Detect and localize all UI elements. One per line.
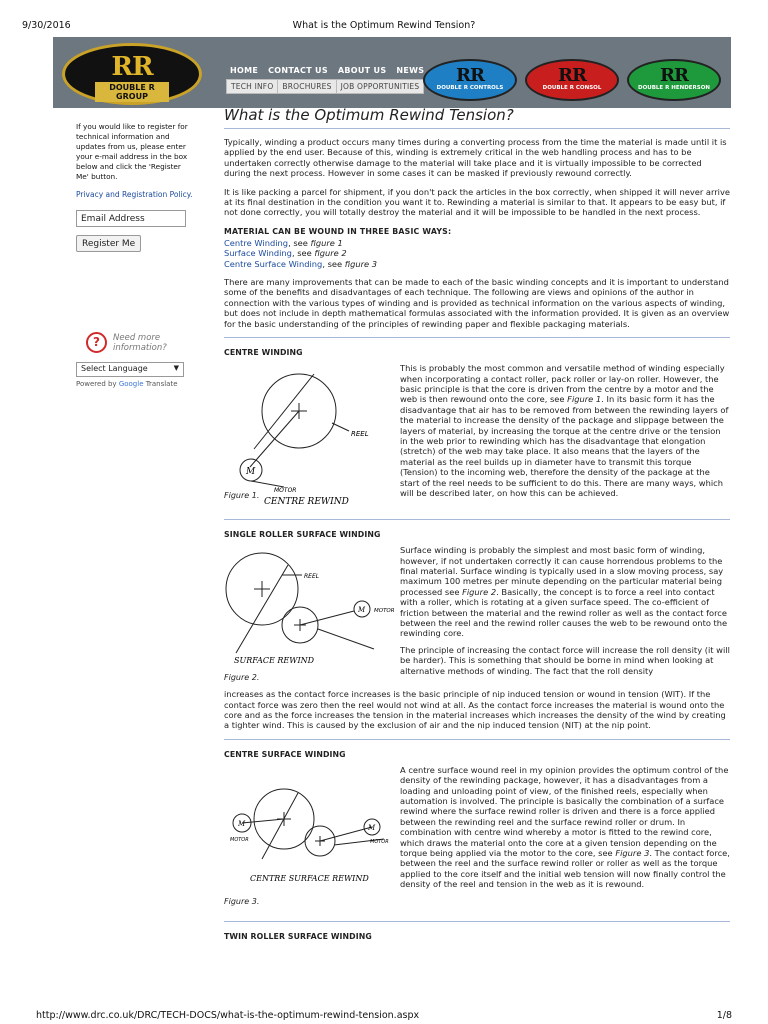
subnav-brochures[interactable]: BROCHURES	[278, 80, 336, 93]
text-span: . Basically, the concept is to force a reel into contact with a roller, which is rotating at a given surface speed. The co-efficient of friction between the material and the rewind roller as well as the contact force between the reel and the rewind roller causes the web to be rewound onto the rewinding core.	[400, 586, 728, 639]
figure-ref: figure 1	[310, 237, 343, 248]
list-item	[224, 238, 730, 248]
single-roller-text	[400, 545, 730, 676]
fig-2-motor: MOTOR	[374, 608, 395, 615]
brand-henderson-logo[interactable]	[627, 59, 721, 101]
nav-contact-us[interactable]: CONTACT US	[268, 66, 328, 75]
brand-consol-logo[interactable]	[525, 59, 619, 101]
powered-by-google	[76, 380, 178, 388]
subnav-job-opportunities[interactable]: JOB OPPORTUNITIES	[340, 82, 420, 91]
nav-news[interactable]: NEWS	[396, 66, 425, 75]
text-span: . The contact force, between the reel and the surface rewind roller or roller as well as the torque applied to the core itself and the initial web tension will now finally control the density of the reel and tension in the web as it is rewound.	[400, 847, 730, 890]
register-me-button[interactable]: Register Me	[76, 235, 141, 252]
fig-2-reel: REEL	[304, 573, 320, 581]
fig-3-m-left: M	[238, 819, 246, 828]
subnav-tech-info[interactable]: TECH INFO	[227, 80, 278, 93]
figure-ref: figure 2	[314, 248, 347, 259]
language-select-value: Select Language	[81, 364, 148, 373]
section-divider	[224, 921, 730, 922]
register-info-text: If you would like to register for technical information and updates from us, please enter your e-mail address in the box below and click the 'Register Me' button.	[76, 122, 188, 181]
figure-ref: Figure 1	[567, 394, 602, 405]
nav-home[interactable]: HOME	[230, 66, 259, 75]
question-icon: ?	[86, 332, 107, 353]
list-item	[224, 248, 730, 258]
text-span: . In its basic form it has the disadvantage that air has to be removed from between the rewinding layers of the material to increase the density of the package and slippage between the layers of material, by increasing the torque at the centre drive or the tension in the web prior to rewinding which has the disadvantage that elongation (stretch) of the web may take place. It also means that the layers of the material as the reel builds up in diameter have to transmit this torque (Tension) to the incoming web, therefore the density of the package at the start of the reel needs to be sufficient to do this. There are many ways, which will be described later, on how this can be achieved.	[400, 394, 729, 498]
fig-1-motor: MOTOR	[274, 487, 297, 495]
print-url: http://www.drc.co.uk/DRC/TECH-DOCS/what-is-the-optimum-rewind-tension.aspx	[36, 1010, 420, 1021]
section-divider	[224, 337, 730, 338]
centre-winding-section	[224, 363, 730, 511]
figure-1-diagram	[224, 363, 394, 511]
brand-mark: RR	[660, 65, 688, 86]
see-text: , see	[291, 248, 315, 259]
brand-controls-logo[interactable]	[423, 59, 517, 101]
centre-surface-winding-link[interactable]: Centre Surface Winding	[224, 258, 323, 269]
main-nav	[226, 66, 428, 78]
figure-2-diagram	[224, 545, 400, 687]
logo-text: DOUBLE R GROUP	[95, 82, 169, 102]
figure-ref: figure 3	[344, 258, 378, 269]
see-text: , see	[322, 258, 345, 269]
email-field[interactable]	[76, 210, 186, 227]
translate-link[interactable]: Translate	[145, 380, 178, 388]
page-title: What is the Optimum Rewind Tension?	[224, 106, 730, 129]
print-date: 9/30/2016	[22, 20, 71, 31]
dropdown-arrow-icon: ▼	[173, 364, 179, 372]
brand-label: DOUBLE R CONTROLS	[436, 85, 504, 91]
centre-surface-text	[400, 765, 730, 890]
single-roller-heading: SINGLE ROLLER SURFACE WINDING	[224, 530, 381, 540]
figure-ref: Figure 2	[462, 586, 497, 597]
single-roller-continued: increases as the contact force increases is the basic principle of nip induced tension or wound in tension (WIT). If the contact force was zero then the reel would not wind at all. As the contact force increases the material is wound onto the core and as the force increases the tension in the material increases which increases the density of the wind by creating a tighter wind. This is caused by the exclusion of air and the nip induced tension (NIT) at the nip point.	[224, 689, 726, 731]
basic-ways-list	[224, 238, 730, 269]
text-span: Surface winding is probably the simplest and most basic form of winding, however, if not undertaken correctly it can cause horrendous problems to the final material. Surface winding is typically used in a slow moving process, say maximum 100 metres per minute depending on the particular material being processed see	[400, 545, 724, 597]
centre-winding-text	[400, 363, 730, 498]
fig-3-title: CENTRE SURFACE REWIND	[250, 873, 369, 883]
figure-3-caption: Figure 3.	[224, 896, 260, 906]
single-roller-section	[224, 545, 730, 687]
double-r-group-logo[interactable]	[62, 43, 202, 105]
brand-mark: RR	[456, 65, 484, 86]
basic-ways-heading: MATERIAL CAN BE WOUND IN THREE BASIC WAYS:	[224, 226, 452, 236]
print-header	[0, 0, 768, 34]
twin-roller-heading: TWIN ROLLER SURFACE WINDING	[224, 931, 372, 941]
fig-1-title: CENTRE REWIND	[264, 497, 349, 508]
print-title: What is the Optimum Rewind Tension?	[292, 20, 476, 31]
site-header	[53, 37, 731, 108]
logo-mark: RR	[111, 52, 153, 82]
privacy-policy-link[interactable]: Privacy and Registration Policy.	[76, 190, 193, 199]
google-link[interactable]: Google	[118, 380, 144, 388]
section-divider	[224, 519, 730, 520]
list-item	[224, 259, 730, 269]
print-page-number: 1/8	[716, 1010, 732, 1021]
brand-mark: RR	[558, 65, 586, 86]
text-span: This is probably the most common and versatile method of winding especially when incorporating a contact roller, pack roller or lay-on roller. However, the basic principle is that the core is driven from the centre by a motor and the web is then rewound onto the core, see	[400, 363, 725, 405]
centre-surface-section	[224, 765, 730, 913]
fig-1-m: M	[246, 467, 256, 478]
sidebar	[76, 122, 196, 252]
brand-label: DOUBLE R CONSOL	[542, 85, 602, 91]
webpage	[53, 37, 731, 1003]
powered-by-label: Powered by	[76, 380, 117, 388]
nav-about-us[interactable]: ABOUT US	[337, 66, 387, 75]
centre-winding-heading: CENTRE WINDING	[224, 348, 303, 358]
fig-1-reel: REEL	[351, 430, 369, 439]
intro-paragraph-1: Typically, winding a product occurs many times during a converting process from the time the material is made until it is applied by the end user. Because of this, winding is extremely critical in the web handling process and has to be undertaken correctly otherwise damage to the material will take place and it is virtually impossible to be corrected during the next process. However in some cases it can be masked if previously rewound correctly.	[224, 137, 727, 179]
fig-2-m: M	[358, 606, 366, 615]
figure-2-caption: Figure 2.	[224, 673, 260, 683]
intro-paragraph-2: It is like packing a parcel for shipment, if you don't pack the articles in the box correctly, when shipped it will never arrive at its final destination in the condition you want it to. Rewinding a material is similar to that. It appears to be easy but, if not done correctly, you will totally destroy the material and it will be impossible to be handled in the next process.	[224, 186, 730, 218]
surface-winding-link[interactable]: Surface Winding	[224, 248, 292, 259]
text-paragraph: The principle of increasing the contact force will increase the roll density (it will be harder). This is something that should be borne in mind when looking at alternative methods of winding. The fact that the roll density	[400, 644, 730, 676]
article	[224, 106, 730, 941]
centre-winding-link[interactable]: Centre Winding	[224, 237, 289, 248]
need-more-label: Need more information?	[113, 333, 167, 353]
intro-paragraph-3: There are many improvements that can be made to each of the basic winding concepts and it is important to understand some of the benefits and disadvantages of each technique. The following are views and opinions of the author in connection with the various types of winding and is provided as technical information on the various aspects of winding, but does not include in depth mathematical formulas associated with the information provided. It is given as an overview for the basic understanding of the principles of rewinding paper and flexible packaging materials.	[224, 277, 730, 329]
fig-3-m-right: M	[368, 823, 376, 832]
figure-3-diagram	[224, 765, 400, 913]
need-more-info[interactable]	[86, 331, 186, 357]
sub-nav	[226, 79, 424, 94]
fig-2-title: SURFACE REWIND	[234, 656, 315, 666]
brand-label: DOUBLE R HENDERSON	[638, 85, 710, 91]
language-select[interactable]	[76, 362, 184, 377]
figure-ref: Figure 3	[615, 847, 650, 858]
fig-3-motor-right: MOTOR	[370, 838, 389, 845]
figure-1-caption: Figure 1.	[224, 491, 260, 501]
see-text: , see	[288, 237, 311, 248]
section-divider	[224, 739, 730, 740]
centre-surface-heading: CENTRE SURFACE WINDING	[224, 749, 346, 759]
fig-3-motor-left: MOTOR	[230, 836, 249, 843]
text-span: A centre surface wound reel in my opinion provides the optimum control of the density of the rewinding package, however, it has a disadvantages from a loading and unloading point of view, of the finished reels, especially when automation is involved. The principle is basically the combination of a surface rewind where the surface rewind roller is driven and there is a force applied between the rewinding reel and the surface rewind roller or drum. In combination with centre wind whereby a motor is fitted to the rewind core, which draws the material onto the core at a given tension depending on the torque being applied via the motor to the core, see	[400, 764, 729, 858]
